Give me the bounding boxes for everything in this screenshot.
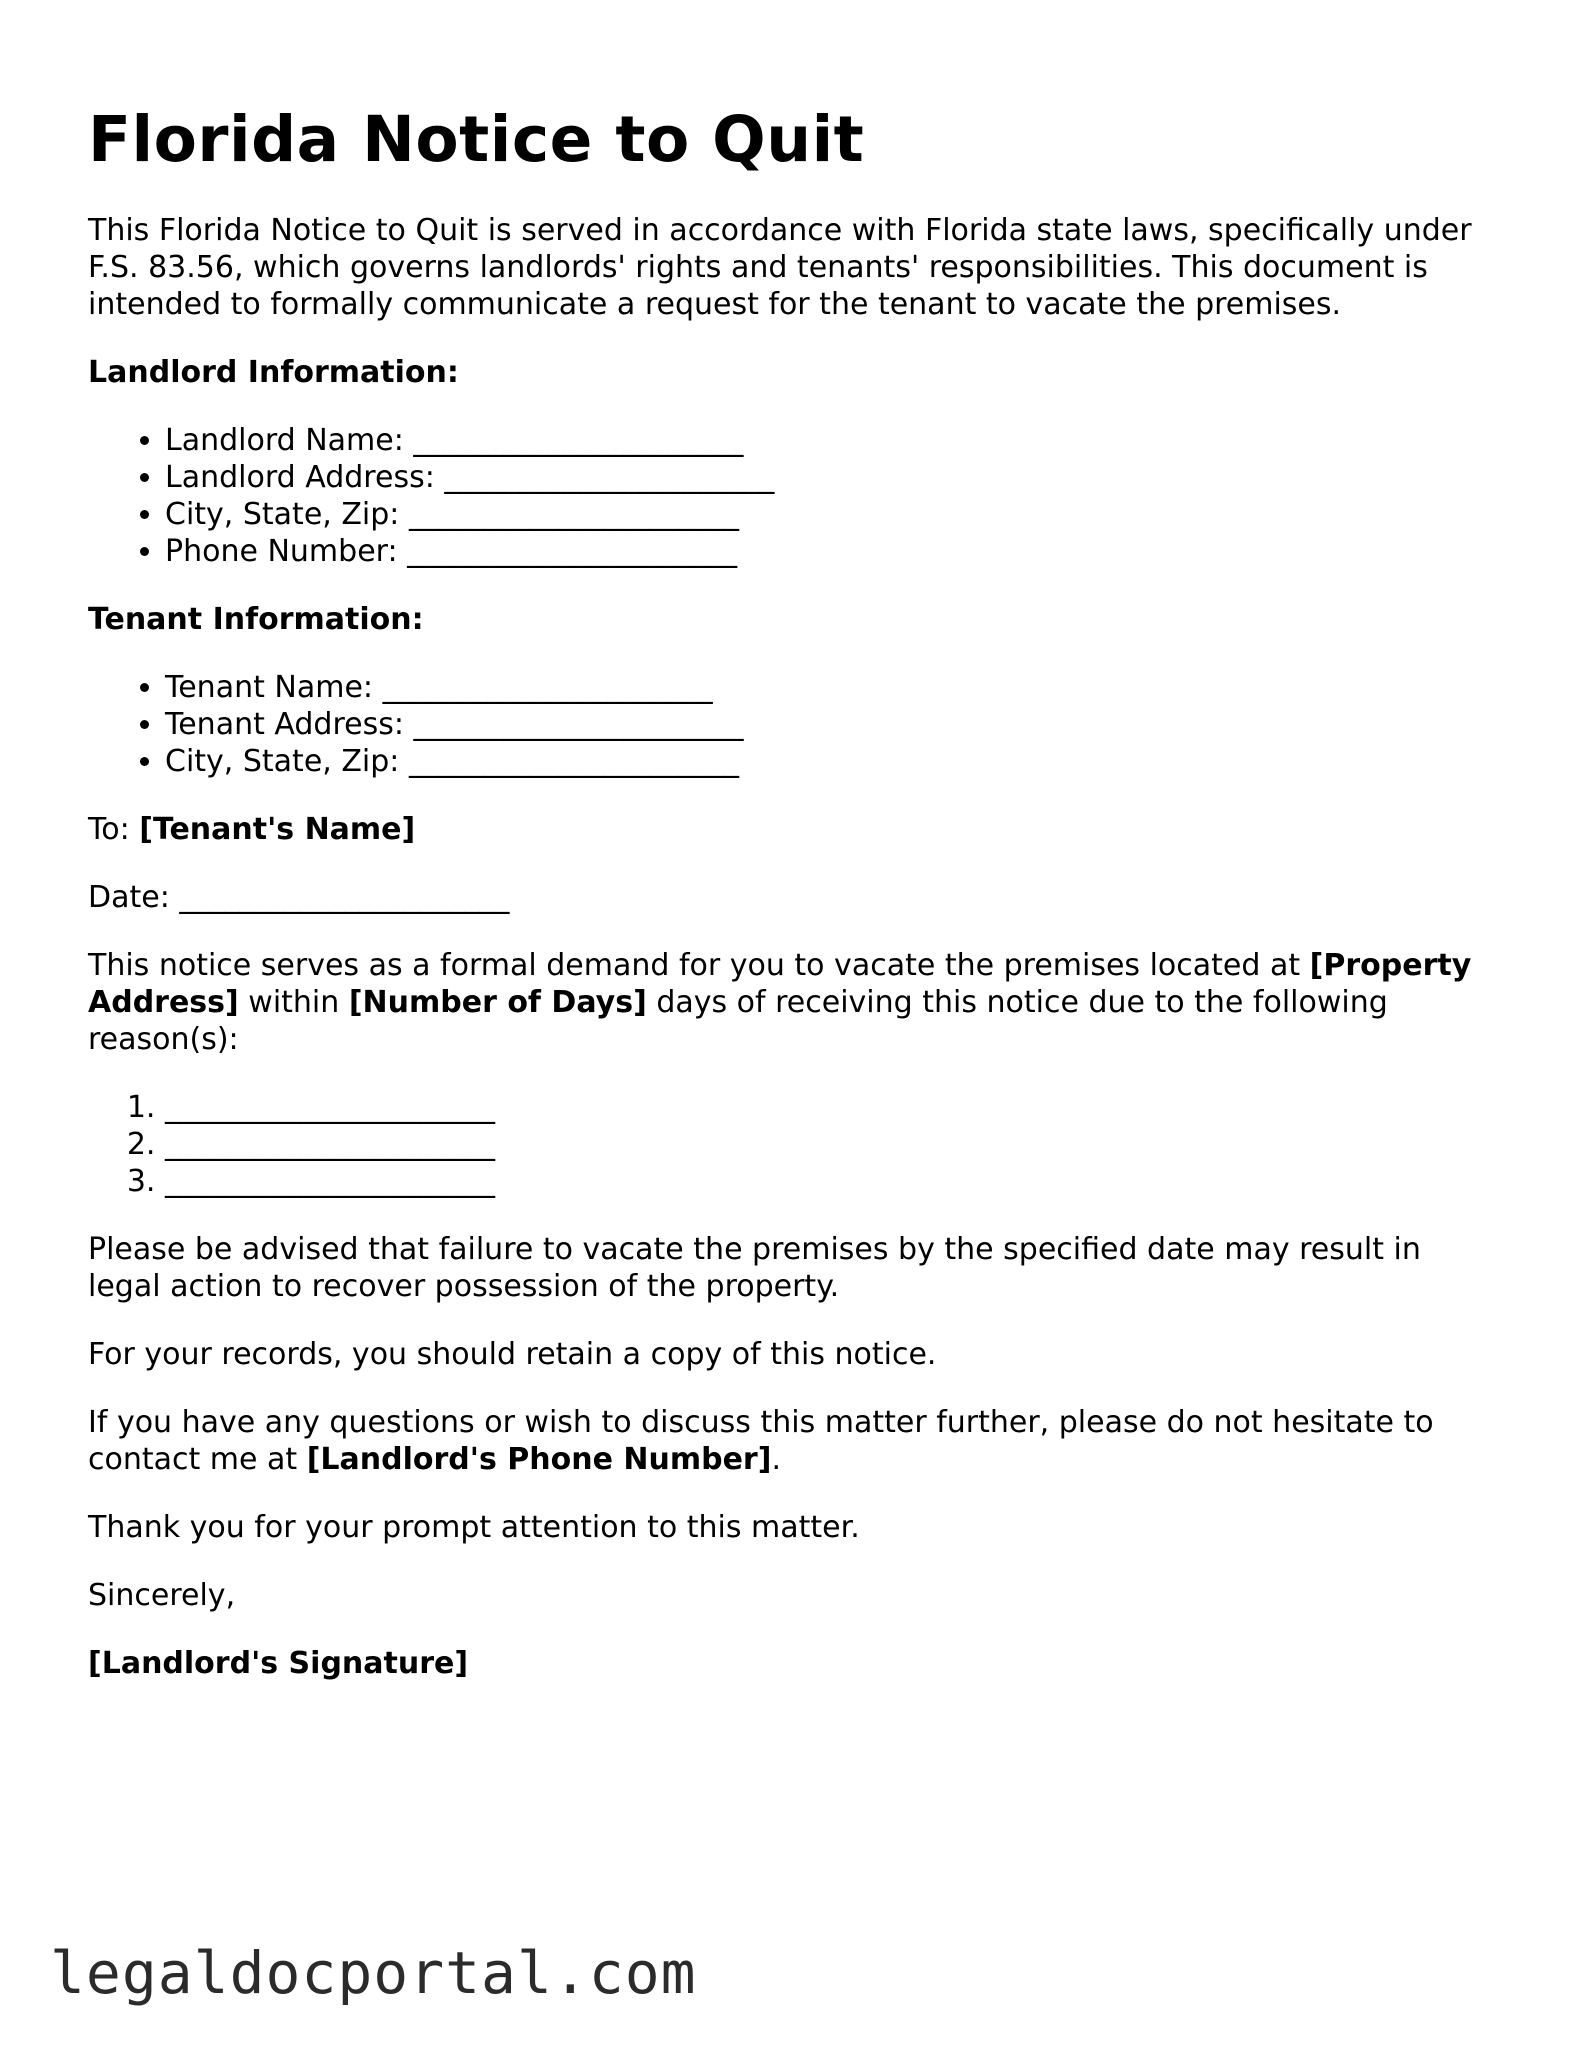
tenant-address-field: • Tenant Address: ______________________ — [165, 706, 1498, 743]
tenant-fields-list — [88, 669, 1498, 780]
landlord-address-blank[interactable]: ______________________ — [444, 460, 775, 495]
landlord-address-field: • Landlord Address: ______________________ — [165, 459, 1498, 496]
intro-paragraph: This Florida Notice to Quit is served in accordance with Florida state laws, specifically under F.S. 83.56, which governs landlords' rights and tenants' responsibilities. This document is intended to formally communicate a request for the tenant to vacate the premises. — [88, 213, 1472, 322]
reason-2-blank[interactable]: ______________________ — [165, 1127, 495, 1162]
tenant-name-placeholder: [Tenant's Name] — [139, 812, 416, 847]
landlord-city-blank[interactable]: ______________________ — [408, 497, 739, 532]
advisory-paragraph: Please be advised that failure to vacate the premises by the specified date may result in legal action to recover possession of the property. — [88, 1232, 1421, 1304]
document-page — [88, 100, 1498, 1713]
tenant-address-blank[interactable]: ______________________ — [413, 707, 744, 742]
property-address-placeholder: [Property Address] — [88, 948, 1472, 1020]
questions-paragraph: If you have any questions or wish to discuss this matter further, please do not hesitate to contact me at [Landlord's Phone Number]. — [88, 1405, 1434, 1477]
reason-item — [165, 1163, 1498, 1200]
watermark-logo: legaldocportal.com — [50, 1939, 697, 2007]
reasons-list — [88, 1089, 1498, 1200]
closing-line: Sincerely, — [88, 1578, 236, 1613]
landlord-phone-field: • Phone Number: ______________________ — [165, 533, 1498, 570]
date-line: Date: ______________________ — [88, 880, 510, 915]
reason-item — [165, 1126, 1498, 1163]
records-paragraph: For your records, you should retain a copy of this notice. — [88, 1337, 937, 1372]
landlord-name-blank[interactable]: ______________________ — [413, 423, 744, 458]
tenant-city-blank[interactable]: ______________________ — [408, 744, 739, 779]
thanks-paragraph: Thank you for your prompt attention to this matter. — [88, 1510, 860, 1545]
document-title: Florida Notice to Quit — [88, 103, 865, 176]
landlord-city-field: • City, State, Zip: ______________________ — [165, 496, 1498, 533]
landlord-name-field: • Landlord Name: ______________________ — [165, 422, 1498, 459]
reason-1-blank[interactable]: ______________________ — [165, 1090, 495, 1125]
reason-3-blank[interactable]: ______________________ — [165, 1164, 495, 1199]
to-line: To: [Tenant's Name] — [88, 812, 416, 847]
number-of-days-placeholder: [Number of Days] — [348, 985, 647, 1020]
landlord-phone-blank[interactable]: ______________________ — [407, 534, 738, 569]
landlord-fields-list — [88, 422, 1498, 570]
signature-placeholder: [Landlord's Signature] — [88, 1646, 469, 1681]
tenant-city-field: • City, State, Zip: ______________________ — [165, 743, 1498, 780]
landlord-heading: Landlord Information: — [88, 355, 459, 390]
reason-item — [165, 1089, 1498, 1126]
landlord-phone-placeholder: [Landlord's Phone Number] — [306, 1442, 772, 1477]
tenant-heading: Tenant Information: — [88, 602, 424, 637]
demand-paragraph: This notice serves as a formal demand for you to vacate the premises located at [Property Address] within [Number of Days] days of receiving this notice due to the following reason(s): — [88, 948, 1472, 1057]
date-blank[interactable]: ______________________ — [179, 880, 510, 915]
tenant-name-field: • Tenant Name: ______________________ — [165, 669, 1498, 706]
tenant-name-blank[interactable]: ______________________ — [382, 670, 713, 705]
